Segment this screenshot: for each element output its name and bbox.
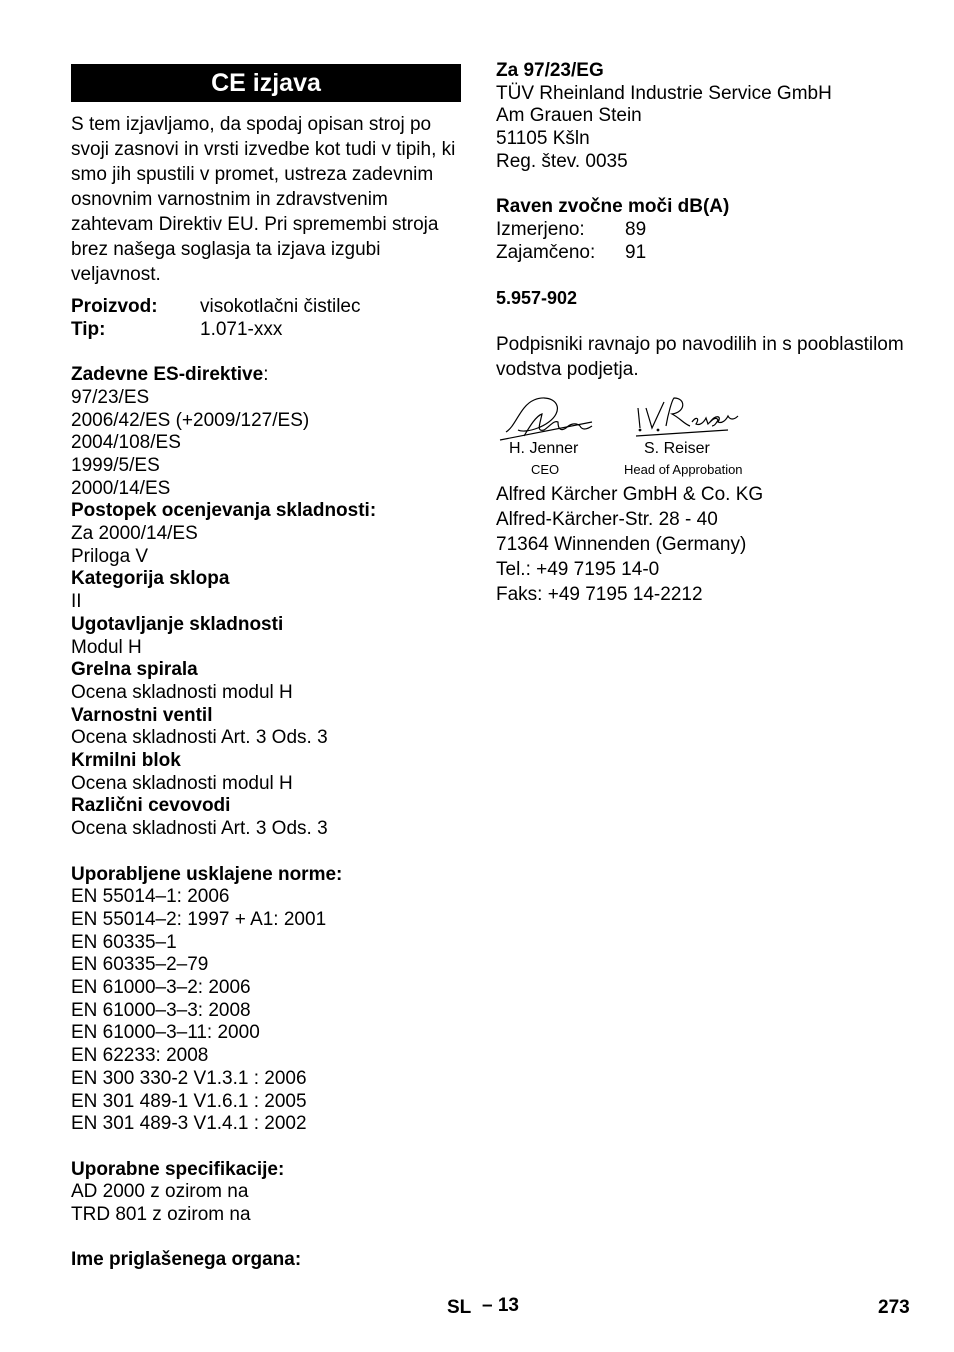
notified-body-directive: Za 97/23/EG <box>496 60 604 81</box>
norms-heading: Uporabljene usklajene norme: <box>71 863 343 885</box>
footer-section-page: – 13 <box>482 1295 519 1316</box>
reiser-signature <box>636 398 738 436</box>
section-heading: Grelna spirala <box>71 659 198 681</box>
spec-item: AD 2000 z ozirom na <box>71 1181 249 1203</box>
intro-paragraph: S tem izjavljamo, da spodaj opisan stroj po svoji zasnovi in vrsti izvedbe kot tudi v tipih, ki smo jih spustili v promet, ustreza zadevnim osnovnim varnostnim in zdravstvenim zahtevam Direktiv EU. Pri spremembi stroja brez našega soglasja ta izjava izgubi veljavnost. <box>71 114 456 285</box>
conformity-line: Priloga V <box>71 545 149 567</box>
directive-item: 97/23/ES <box>71 386 150 408</box>
norm-item: EN 61000–3–2: 2006 <box>71 977 251 999</box>
notified-body-line: Am Grauen Stein <box>496 105 642 127</box>
footer-page-number: 273 <box>878 1297 910 1318</box>
section-value: Ocena skladnosti modul H <box>71 772 293 794</box>
notified-body-line: 51105 Kšln <box>496 128 590 150</box>
type-row <box>71 319 461 342</box>
sound-measured-row <box>496 219 916 242</box>
part-number: 5.957-902 <box>496 288 578 308</box>
norm-item: EN 55014–1: 2006 <box>71 886 230 908</box>
section-heading: Ugotavljanje skladnosti <box>71 613 284 635</box>
product-label: Proizvod: <box>71 296 158 317</box>
footer-language: SL <box>447 1297 472 1318</box>
specs-heading: Uporabne specifikacije: <box>71 1158 285 1180</box>
sound-heading: Raven zvočne moči dB(A) <box>496 196 730 218</box>
sound-guaranteed-value: 91 <box>625 241 647 263</box>
section-value: Modul H <box>71 636 142 658</box>
sound-measured-value: 89 <box>625 218 647 240</box>
sound-guaranteed-label: Zajamčeno: <box>496 241 596 263</box>
left-column <box>71 64 461 1272</box>
signatories-note: Podpisniki ravnajo po navodilih in s pooblastilom vodstva podjetja. <box>496 334 904 381</box>
directive-item: 1999/5/ES <box>71 454 160 476</box>
sound-measured-label: Izmerjeno: <box>496 218 585 240</box>
norm-item: EN 60335–1 <box>71 931 177 953</box>
page-title: CE izjava <box>71 64 461 102</box>
company-line: Faks: +49 7195 14-2212 <box>496 584 703 606</box>
norm-item: EN 55014–2: 1997 + A1: 2001 <box>71 908 327 930</box>
section-value: Ocena skladnosti Art. 3 Ods. 3 <box>71 818 328 840</box>
norm-item: EN 61000–3–3: 2008 <box>71 999 251 1021</box>
company-line: 71364 Winnenden (Germany) <box>496 534 747 556</box>
section-heading: Krmilni blok <box>71 750 181 772</box>
directive-item: 2006/42/ES (+2009/127/ES) <box>71 409 310 431</box>
type-value: 1.071-xxx <box>200 318 283 340</box>
signatory-name: S. Reiser <box>644 440 710 458</box>
norm-item: EN 301 489-3 V1.4.1 : 2002 <box>71 1113 307 1135</box>
section-heading: Različni cevovodi <box>71 795 231 817</box>
section-value: Ocena skladnosti Art. 3 Ods. 3 <box>71 727 328 749</box>
company-line: Alfred-Kärcher-Str. 28 - 40 <box>496 509 718 531</box>
norm-item: EN 62233: 2008 <box>71 1045 209 1067</box>
notified-body-heading: Ime priglašenega organa: <box>71 1249 302 1271</box>
notified-body-line: TÜV Rheinland Industrie Service GmbH <box>496 82 832 104</box>
signatory-role: CEO <box>531 462 560 478</box>
notified-body-line: Reg. štev. 0035 <box>496 150 628 172</box>
directive-item: 2004/108/ES <box>71 432 181 454</box>
norm-item: EN 300 330-2 V1.3.1 : 2006 <box>71 1067 307 1089</box>
directives-heading: Zadevne ES-direktive: <box>71 364 269 386</box>
section-heading: Varnostni ventil <box>71 704 213 726</box>
type-label: Tip: <box>71 318 106 340</box>
signatory-role: Head of Approbation <box>624 462 743 478</box>
product-row <box>71 296 461 319</box>
norm-item: EN 61000–3–11: 2000 <box>71 1022 260 1044</box>
section-value: II <box>71 591 82 613</box>
directive-item: 2000/14/ES <box>71 477 171 499</box>
company-line: Tel.: +49 7195 14-0 <box>496 559 660 581</box>
norm-item: EN 301 489-1 V1.6.1 : 2005 <box>71 1090 307 1112</box>
signatory-name: H. Jenner <box>509 440 579 458</box>
right-column <box>496 60 916 607</box>
section-value: Ocena skladnosti modul H <box>71 681 293 703</box>
jenner-signature <box>500 398 592 440</box>
company-line: Alfred Kärcher GmbH & Co. KG <box>496 484 764 506</box>
sound-guaranteed-row <box>496 242 916 265</box>
product-value: visokotlačni čistilec <box>200 296 361 317</box>
conformity-heading: Postopek ocenjevanja skladnosti: <box>71 500 377 522</box>
section-heading: Kategorija sklopa <box>71 568 230 590</box>
signature-block <box>496 386 916 482</box>
conformity-line: Za 2000/14/ES <box>71 523 198 545</box>
norm-item: EN 60335–2–79 <box>71 954 209 976</box>
spec-item: TRD 801 z ozirom na <box>71 1204 251 1226</box>
